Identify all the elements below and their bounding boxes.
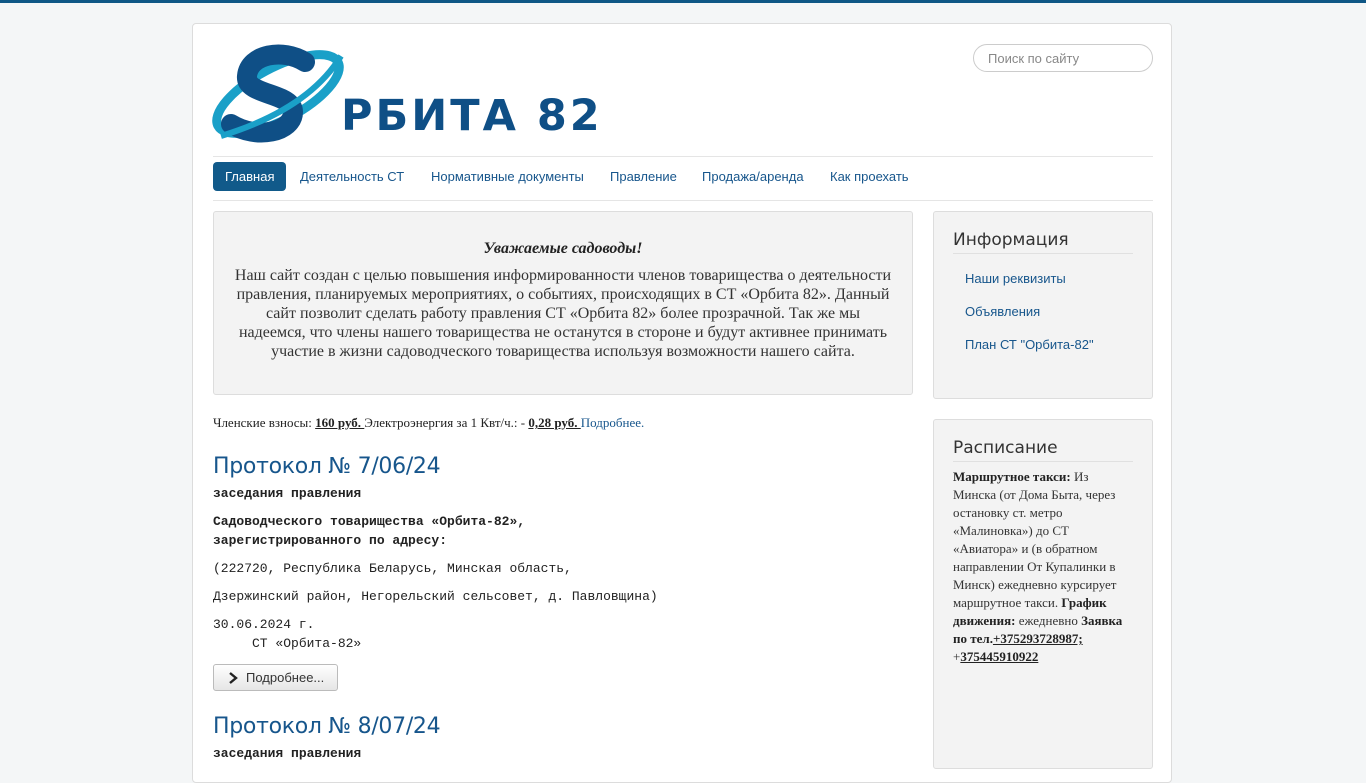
chevron-right-icon — [228, 672, 238, 684]
schedule-taxi-label: Маршрутное такси: — [953, 469, 1071, 484]
post-address-line1: (222720, Республика Беларусь, Минская область, — [213, 561, 572, 576]
post-title[interactable]: Протокол № 7/06/24 — [213, 454, 441, 479]
schedule-phone-1[interactable]: +375293728987; — [992, 631, 1083, 646]
post-subtitle: заседания правления — [213, 746, 362, 761]
fees-line — [213, 415, 644, 431]
schedule-panel-title: Расписание — [953, 438, 1133, 462]
fees-more-link[interactable]: Подробнее. — [580, 415, 645, 430]
post-subtitle: заседания правления — [213, 486, 362, 501]
welcome-text: Наш сайт создан с целью повышения информированности членов товарищества о деятельности правления, планируемых мероприятиях, о событиях, происходящих в СТ «Орбита 82». Данный сайт позволит сделать работу правления СТ «Орбита 82» более прозрачной. Так же мы надеемся, что члены нашего товарищества не останутся в стороне и будут активнее принимать участие в жизни садоводческого товарищества используя возможности нашего сайта. — [234, 267, 892, 360]
schedule-text — [953, 468, 1133, 666]
read-more-button[interactable] — [213, 664, 338, 691]
link-requisites[interactable]: Наши реквизиты — [965, 271, 1066, 286]
post-address-line2: Дзержинский район, Негорельский сельсовет, д. Павловщина) — [213, 589, 658, 604]
orbit-logo-icon — [213, 44, 603, 146]
post-protocol-7 — [213, 454, 913, 694]
schedule-timetable-label: График движения: — [953, 595, 1107, 628]
nav-item-activity[interactable]: Деятельность СТ — [300, 169, 405, 184]
welcome-heading: Уважаемые садоводы! — [483, 240, 643, 257]
link-announcements[interactable]: Объявления — [965, 304, 1041, 319]
search-input[interactable] — [973, 44, 1153, 72]
fees-membership-value: 160 руб. — [315, 415, 365, 430]
site-header — [213, 44, 1153, 157]
fees-electricity-value: 0,28 руб. — [528, 415, 581, 430]
nav-item-documents[interactable]: Нормативные документы — [431, 169, 584, 184]
post-org: Садоводческого товарищества «Орбита-82», зарегистрированного по адресу: — [213, 514, 526, 548]
page-container — [192, 23, 1172, 783]
schedule-panel — [933, 419, 1153, 769]
welcome-box — [213, 211, 913, 395]
nav-item-board[interactable]: Правление — [610, 169, 677, 184]
schedule-taxi-text: Из Минска (от Дома Быта, через остановку ст. метро «Малиновка») до СТ «Авиатора» и (в обратном направлении От Купалинки в Минск) ежедневно курсирует маршрутное такси. — [953, 469, 1117, 610]
fees-electricity-label: Электроэнергия за 1 Квт/ч.: - — [364, 415, 529, 430]
post-date: 30.06.2024 г. СТ «Орбита-82» — [213, 617, 362, 651]
main-nav — [213, 155, 1153, 201]
info-links — [934, 262, 1152, 361]
nav-item-home[interactable]: Главная — [213, 162, 286, 191]
logo-text: РБИТА 82 — [341, 91, 603, 141]
post-title[interactable]: Протокол № 8/07/24 — [213, 714, 441, 739]
fees-membership-label: Членские взносы: — [213, 415, 316, 430]
post-protocol-8 — [213, 714, 913, 774]
info-panel — [933, 211, 1153, 399]
schedule-phone-2[interactable]: 375445910922 — [960, 649, 1039, 664]
read-more-label: Подробнее... — [246, 670, 325, 685]
info-panel-title: Информация — [953, 230, 1133, 254]
schedule-timetable-text: ежедневно — [1015, 613, 1082, 628]
schedule-phone-sep: + — [953, 649, 961, 664]
nav-item-directions[interactable]: Как проехать — [830, 169, 909, 184]
site-logo[interactable] — [213, 44, 603, 146]
nav-item-sale-rent[interactable]: Продажа/аренда — [702, 169, 804, 184]
schedule-order-label: Заявка по тел. — [953, 613, 1123, 646]
link-plan[interactable]: План СТ "Орбита-82" — [965, 337, 1094, 352]
